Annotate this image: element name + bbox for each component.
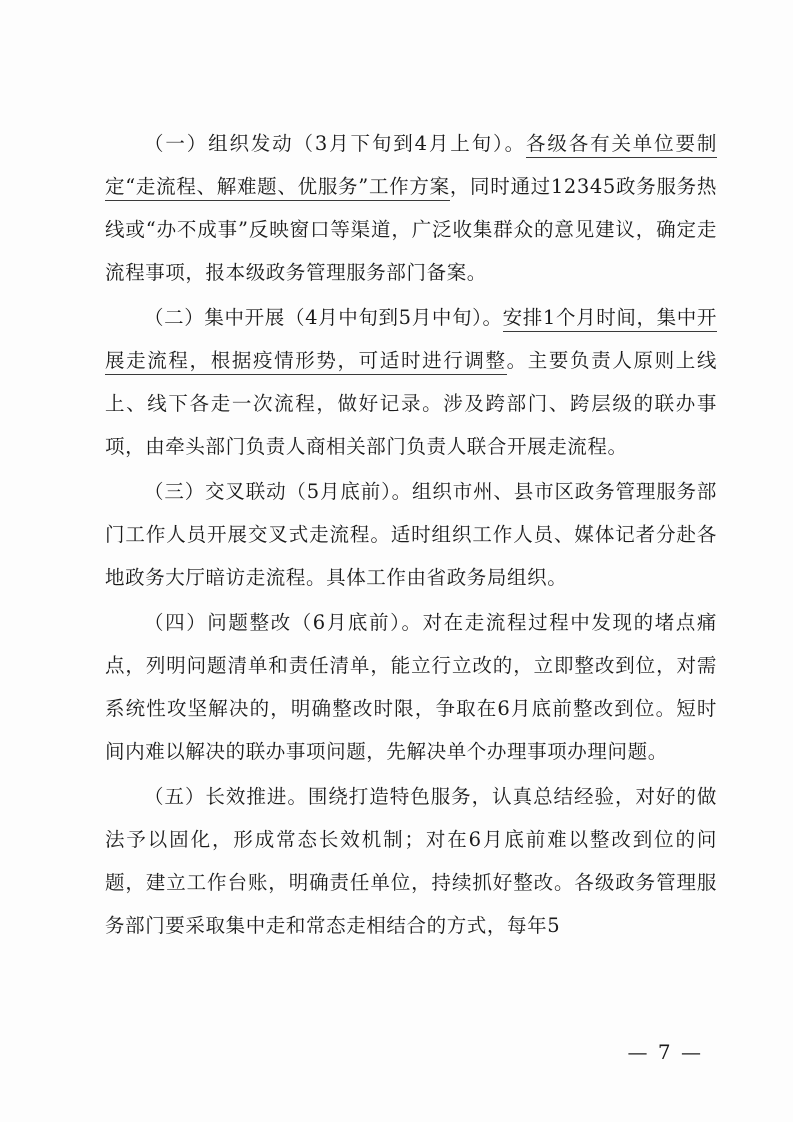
paragraph-5 xyxy=(105,775,717,947)
paragraph-2 xyxy=(105,296,717,468)
paragraph-2-heading: （二）集中开展（4月中旬到5月中旬）。 xyxy=(144,306,503,329)
paragraph-2-underlined-text: 安排1个月时间，集中开展走流程，根据疫情形势，可适时进行调整 xyxy=(105,306,717,375)
paragraph-3-body: 组织市州、县市区政务管理服务部门工作人员开展交叉式走流程。适时组织工作人员、媒体记者分赴各地政务大厅暗访走流程。具体工作由省政务局组织。 xyxy=(105,480,717,589)
paragraph-4-heading: （四）问题整改（6月底前）。 xyxy=(144,611,423,634)
paragraph-1-heading: （一）组织发动（3月下旬到4月上旬）。 xyxy=(144,132,526,155)
paragraph-4 xyxy=(105,601,717,773)
page-number: — 7 — xyxy=(627,1040,703,1064)
paragraph-3-heading: （三）交叉联动（5月底前）。 xyxy=(144,480,413,503)
paragraph-1 xyxy=(105,122,717,294)
paragraph-4-body: 对在走流程过程中发现的堵点痛点，列明问题清单和责任清单，能立行立改的，立即整改到位，对需系统性攻坚解决的，明确整改时限，争取在6月底前整改到位。短时间内难以解决的联办事项问题，先解决单个办理事项办理问题。 xyxy=(105,611,717,763)
paragraph-1-underlined-text: 各级各有关单位要制定“走流程、解难题、优服务”工作方案 xyxy=(105,132,717,201)
document-body xyxy=(105,122,717,949)
paragraph-2-body: 。主要负责人原则上线上、线下各走一次流程，做好记录。涉及跨部门、跨层级的联办事项，由牵头部门负责人商相关部门负责人联合开展走流程。 xyxy=(105,349,717,458)
paragraph-3 xyxy=(105,470,717,599)
paragraph-5-heading: （五）长效推进。 xyxy=(144,785,308,808)
paragraph-1-body: ，同时通过12345政务服务热线或“办不成事”反映窗口等渠道，广泛收集群众的意见建议，确定走流程事项，报本级政务管理服务部门备案。 xyxy=(105,175,717,284)
paragraph-5-body: 围绕打造特色服务，认真总结经验，对好的做法予以固化，形成常态长效机制；对在6月底前难以整改到位的问题，建立工作台账，明确责任单位，持续抓好整改。各级政务管理服务部门要采取集中走和常态走相结合的方式，每年5 xyxy=(105,785,717,937)
